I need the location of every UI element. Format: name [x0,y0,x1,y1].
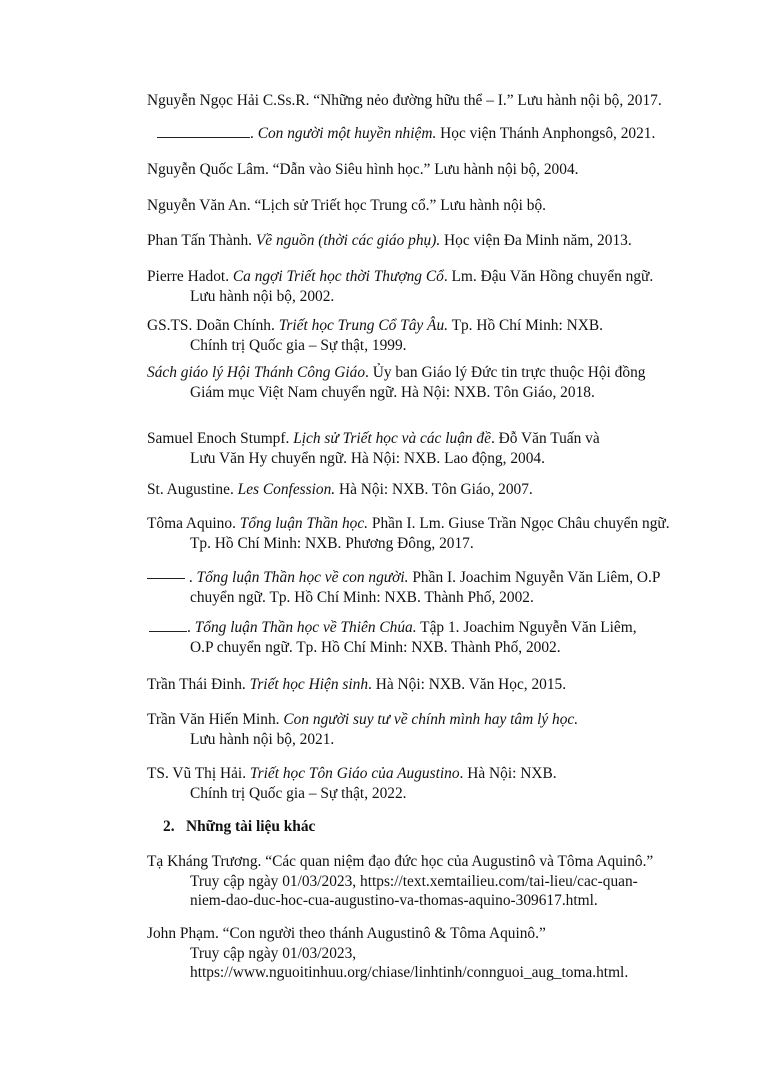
reference-text: Trần Thái Đinh. [147,676,250,693]
reference-entry [147,316,677,355]
reference-access-date: Truy cập ngày 01/03/2023, [190,944,357,962]
reference-text: Tập 1. Joachim Nguyễn Văn Liêm, [416,619,637,636]
reference-continuation: Lưu hành nội bộ, 2021. [190,730,335,748]
reference-title: Tổng luận Thần học về con người. [196,569,409,586]
reference-text: . Lm. Đậu Văn Hồng chuyển ngữ. [443,268,654,285]
reference-text: . Ủy ban Giáo lý Đức tin trực thuộc Hội đồng [365,364,646,381]
reference-entry [147,514,677,553]
reference-text: . Hà Nội: NXB. [459,765,557,782]
section-heading [163,817,315,837]
reference-text: . [185,569,197,586]
reference-entry [147,160,677,180]
reference-text: . Đỗ Văn Tuấn và [490,430,600,447]
reference-text: Trần Văn Hiến Minh. [147,711,284,728]
reference-title: Triết học Hiện sinh [249,676,369,693]
reference-title: Tổng luận Thần học về Thiên Chúa. [194,619,417,636]
reference-text: Tôma Aquino. [147,515,240,532]
reference-title: Sách giáo lý Hội Thánh Công Giáo [147,364,366,381]
reference-entry [149,618,679,657]
reference-title: Ca ngợi Triết học thời Thượng Cổ [232,268,444,285]
reference-title: Les Confession. [237,481,336,498]
reference-text: Pierre Hadot. [147,268,233,285]
reference-text: Nguyễn Văn An. “Lịch sử Triết học Trung cổ.” Lưu hành nội bộ. [147,197,547,214]
reference-title: Tổng luận Thần học. [239,515,369,532]
reference-title: Triết học Tôn Giáo của Augustino [249,765,460,782]
reference-title: Lịch sử Triết học và các luận đề [293,430,491,447]
reference-text: Phần I. Joachim Nguyễn Văn Liêm, O.P [408,569,661,586]
reference-entry [147,764,677,803]
reference-url: https://www.nguoitinhuu.org/chiase/linhtinh/connguoi_aug_toma.html. [190,964,629,981]
web-reference-entry [147,924,677,983]
reference-title: Về nguồn (thời các giáo phụ). [255,232,441,249]
reference-text: . Hà Nội: NXB. Văn Học, 2015. [368,676,567,693]
reference-entry [147,231,677,251]
reference-entry [147,196,677,216]
reference-continuation: Giám mục Việt Nam chuyển ngữ. Hà Nội: NXB. Tôn Giáo, 2018. [190,383,595,401]
section-number: 2. [163,818,175,835]
reference-entry [147,710,677,749]
reference-text: Phan Tấn Thành. [147,232,256,249]
reference-entry [147,568,687,607]
reference-text: Nguyễn Quốc Lâm. “Dẫn vào Siêu hình học.” Lưu hành nội bộ, 2004. [147,161,579,178]
reference-continuation: Chính trị Quốc gia – Sự thật, 2022. [190,784,407,802]
ditto-line [147,578,185,579]
reference-text: Nguyễn Ngọc Hải C.Ss.R. “Những nẻo đường hữu thể – I.” Lưu hành nội bộ, 2017. [147,92,662,109]
reference-text: TS. Vũ Thị Hải. [147,765,250,782]
reference-continuation: chuyển ngữ. Tp. Hồ Chí Minh: NXB. Thành Phố, 2002. [190,588,534,606]
reference-access-date: Truy cập ngày 01/03/2023, https://text.xemtailieu.com/tai-lieu/cac-quan- [190,872,638,890]
section-title: Những tài liệu khác [186,818,316,835]
reference-title: Triết học Trung Cổ Tây Âu. [278,317,449,334]
reference-text: Học viện Thánh Anphongsô, 2021. [436,125,656,142]
reference-text: Hà Nội: NXB. Tôn Giáo, 2007. [335,481,533,498]
reference-continuation: Lưu Văn Hy chuyển ngữ. Hà Nội: NXB. Lao động, 2004. [190,449,545,467]
reference-text: . [187,619,195,636]
reference-entry [147,675,677,695]
reference-continuation: Tp. Hồ Chí Minh: NXB. Phương Đông, 2017. [190,534,474,552]
reference-title: Con người một huyền nhiệm. [257,125,437,142]
reference-entry [147,480,677,500]
reference-text: John Phạm. “Con người theo thánh Augustinô & Tôma Aquinô.” [147,925,546,942]
reference-entry [157,124,687,144]
reference-text: GS.TS. Doãn Chính. [147,317,279,334]
reference-entry [147,429,677,468]
ditto-line [149,631,187,632]
reference-url: niem-dao-duc-hoc-cua-augustino-va-thomas-aquino-309617.html. [190,892,598,909]
reference-entry [147,363,677,402]
reference-title: Con người suy tư về chính mình hay tâm lý học. [283,711,579,728]
reference-text: St. Augustine. [147,481,238,498]
reference-text: Tp. Hồ Chí Minh: NXB. [448,317,603,334]
ditto-line [157,137,250,138]
reference-continuation: Lưu hành nội bộ, 2002. [190,287,335,305]
reference-entry [147,91,677,111]
reference-text: Samuel Enoch Stumpf. [147,430,294,447]
reference-entry [147,267,677,306]
reference-continuation: O.P chuyển ngữ. Tp. Hồ Chí Minh: NXB. Thành Phố, 2002. [190,638,561,656]
reference-text: Phần I. Lm. Giuse Trần Ngọc Châu chuyển ngữ. [368,515,670,532]
reference-text: . [250,125,258,142]
reference-continuation: Chính trị Quốc gia – Sự thật, 1999. [190,336,407,354]
reference-text: Học viện Đa Minh năm, 2013. [440,232,632,249]
web-reference-entry [147,852,677,911]
reference-text: Tạ Kháng Trương. “Các quan niệm đạo đức học của Augustinô và Tôma Aquinô.” [147,853,654,870]
